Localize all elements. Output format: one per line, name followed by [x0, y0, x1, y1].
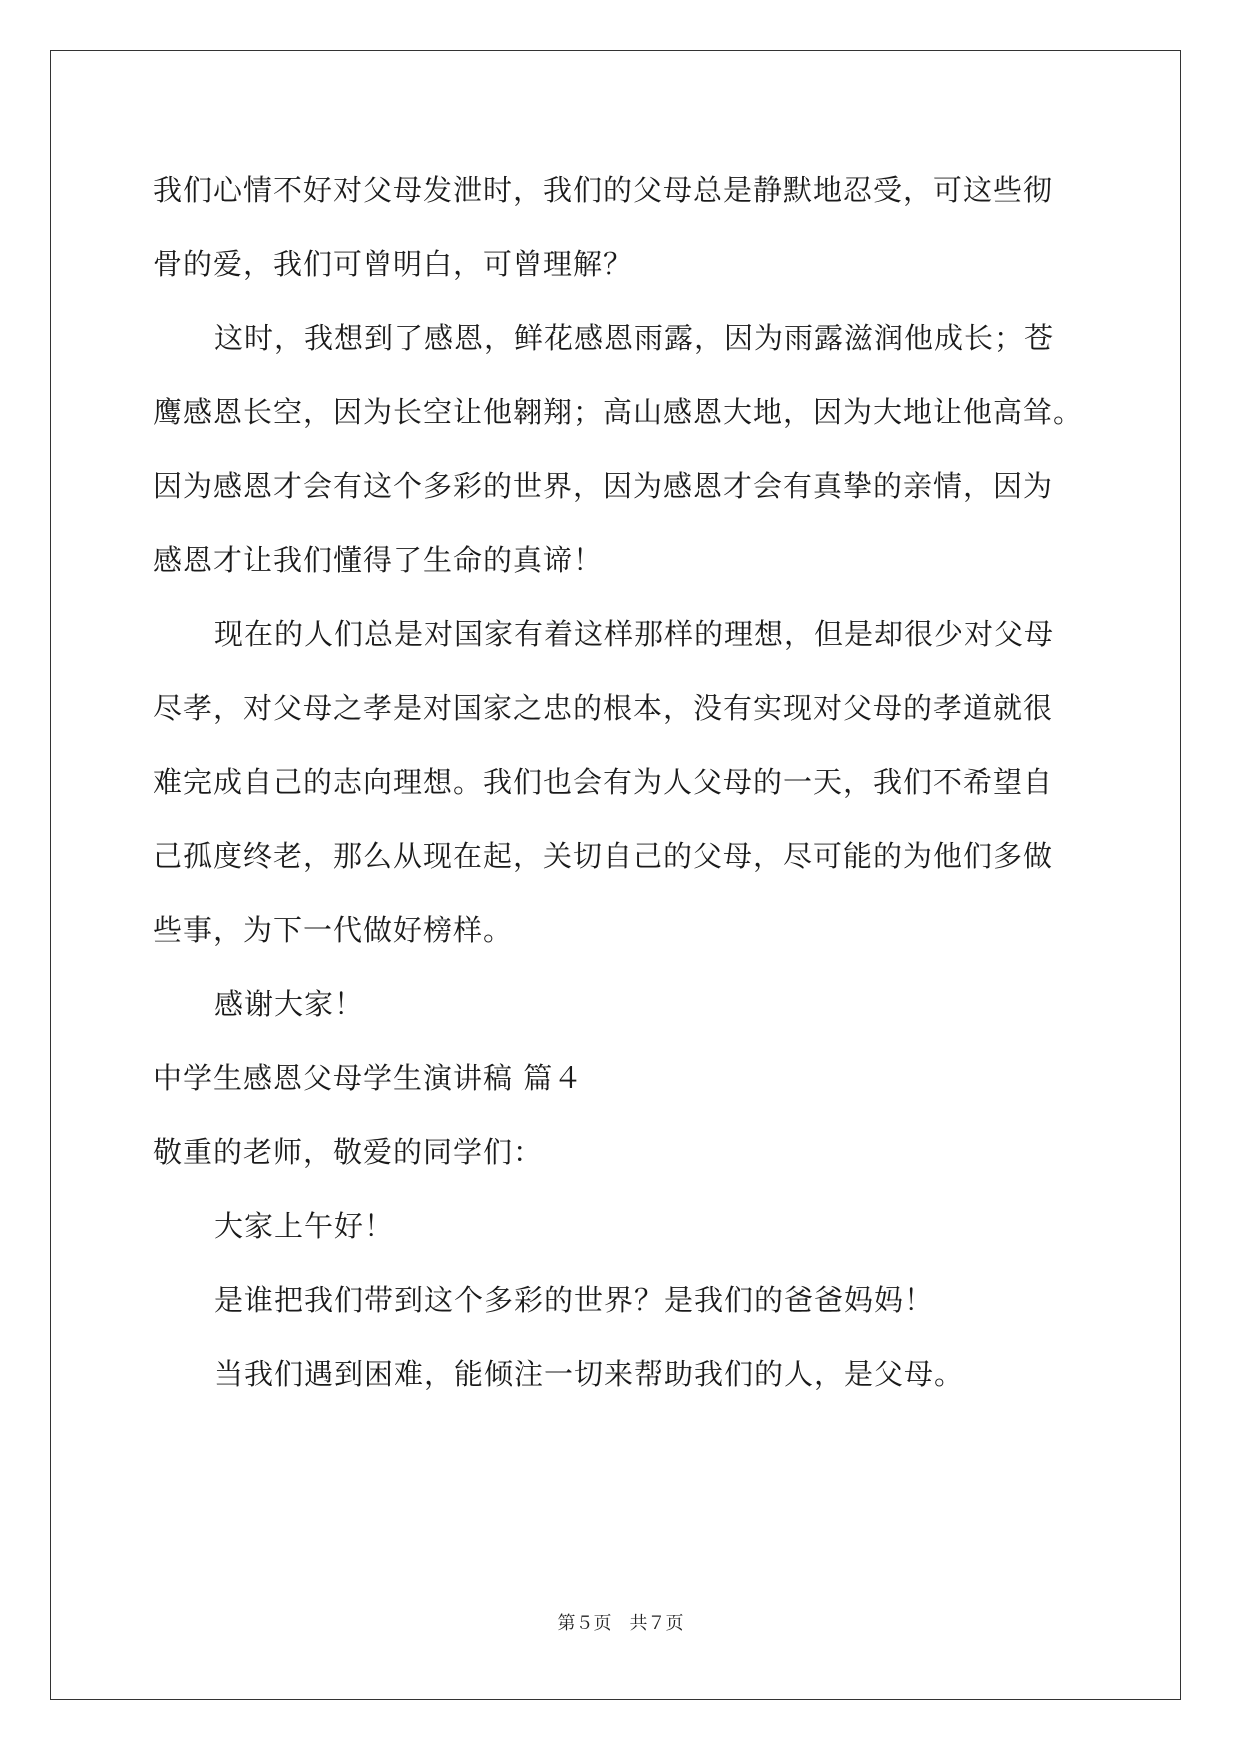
greeting: 大家上午好！: [214, 1209, 395, 1243]
body-line: 骨的爱，我们可曾明白，可曾理解？: [153, 247, 634, 281]
page-number-footer: 第５页 共７页: [557, 1613, 684, 1634]
body-line: 难完成自己的志向理想。我们也会有为人父母的一天，我们不希望自: [153, 765, 1054, 799]
body-line: 因为感恩才会有这个多彩的世界，因为感恩才会有真挚的亲情，因为: [153, 469, 1054, 503]
body-line: 感谢大家！: [214, 987, 365, 1021]
body-line: 现在的人们总是对国家有着这样那样的理想，但是却很少对父母: [214, 617, 1055, 651]
body-line: 这时，我想到了感恩，鲜花感恩雨露，因为雨露滋润他成长；苍: [214, 321, 1055, 355]
body-line: 我们心情不好对父母发泄时，我们的父母总是静默地忍受，可这些彻: [153, 173, 1054, 207]
body-line: 当我们遇到困难，能倾注一切来帮助我们的人，是父母。: [214, 1357, 965, 1391]
section-heading: 中学生感恩父母学生演讲稿 篇４: [153, 1061, 584, 1095]
body-line: 是谁把我们带到这个多彩的世界？是我们的爸爸妈妈！: [214, 1283, 935, 1317]
body-line: 己孤度终老，那么从现在起，关切自己的父母，尽可能的为他们多做: [153, 839, 1054, 873]
salutation: 敬重的老师，敬爱的同学们：: [153, 1135, 544, 1169]
body-line: 鹰感恩长空，因为长空让他翱翔；高山感恩大地，因为大地让他高耸。: [153, 395, 1084, 429]
page-border: [50, 50, 1181, 1700]
body-line: 些事，为下一代做好榜样。: [153, 913, 514, 947]
body-line: 感恩才让我们懂得了生命的真谛！: [153, 543, 604, 577]
body-line: 尽孝，对父母之孝是对国家之忠的根本，没有实现对父母的孝道就很: [153, 691, 1054, 725]
